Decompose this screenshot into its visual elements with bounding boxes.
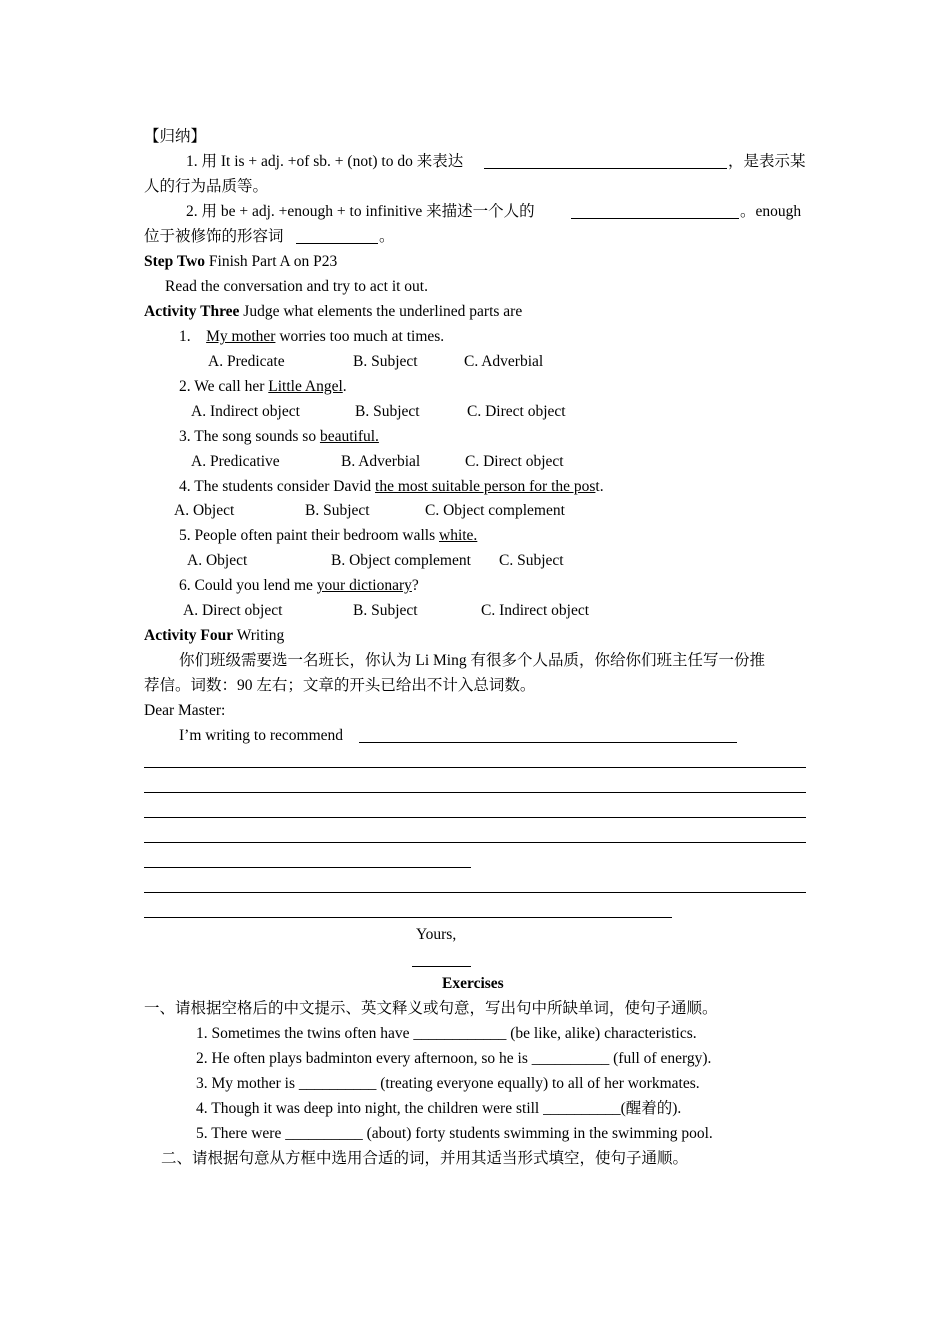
question-5 bbox=[179, 526, 477, 546]
exercises-part-2: 二、请根据句意从方框中选用合适的词，并用其适当形式填空，使句子通顺。 bbox=[161, 1150, 689, 1167]
question-6 bbox=[179, 576, 419, 596]
summary-item-2: 2. 用 be + adj. +enough + to infinitive 来描述一个人的 bbox=[186, 203, 535, 220]
underlined-part: beautiful. bbox=[319, 428, 379, 445]
question-4 bbox=[179, 477, 604, 497]
option-c: C. Object complement bbox=[425, 502, 565, 519]
exercise-item: 1. Sometimes the twins often have ____________ (be like, alike) characteristics. bbox=[196, 1025, 697, 1042]
underlined-part: your dictionary bbox=[316, 577, 412, 594]
activity-three-label: Activity Three bbox=[144, 303, 240, 320]
blank-line bbox=[571, 218, 739, 219]
blank-line bbox=[484, 168, 727, 169]
writing-line[interactable] bbox=[144, 817, 806, 818]
option-a: A. Predicate bbox=[208, 353, 285, 370]
blank-line bbox=[296, 243, 378, 244]
option-c: C. Direct object bbox=[467, 403, 566, 420]
option-c: C. Subject bbox=[499, 552, 564, 569]
activity-three-heading bbox=[144, 302, 522, 322]
option-b: B. Subject bbox=[353, 353, 418, 370]
activity-four-text: Writing bbox=[233, 627, 285, 644]
underlined-part: white. bbox=[439, 527, 478, 544]
question-text: ? bbox=[411, 577, 419, 594]
writing-line[interactable] bbox=[144, 917, 672, 918]
question-text: . bbox=[342, 378, 347, 395]
underlined-part: My mother bbox=[206, 328, 276, 345]
letter-salutation: Dear Master: bbox=[144, 702, 226, 719]
underlined-part: the most suitable person for the pos bbox=[375, 478, 596, 495]
summary-item-1-cont: 人的行为品质等。 bbox=[144, 178, 269, 195]
step-two-text: Finish Part A on P23 bbox=[205, 253, 338, 270]
question-text: 4. The students consider David bbox=[179, 478, 376, 495]
question-text: worries too much at times. bbox=[275, 328, 445, 345]
option-c: C. Adverbial bbox=[464, 353, 544, 370]
writing-line[interactable] bbox=[144, 892, 806, 893]
summary-item-1 bbox=[186, 152, 463, 172]
option-b: B. Subject bbox=[355, 403, 420, 420]
step-two-heading bbox=[144, 252, 337, 272]
activity-four-label: Activity Four bbox=[144, 627, 234, 644]
question-text: 3. The song sounds so bbox=[179, 428, 320, 445]
letter-closing: Yours, bbox=[416, 926, 457, 943]
writing-line[interactable] bbox=[144, 792, 806, 793]
question-text: 6. Could you lend me bbox=[179, 577, 317, 594]
option-a: A. Direct object bbox=[183, 602, 283, 619]
question-text: 2. We call her bbox=[179, 378, 269, 395]
question-text: 1. bbox=[179, 328, 207, 345]
option-a: A. Object bbox=[174, 502, 235, 519]
question-text: 5. People often paint their bedroom walls bbox=[179, 527, 439, 544]
exercises-title: Exercises bbox=[442, 975, 504, 992]
writing-line[interactable] bbox=[144, 867, 471, 868]
question-text: t. bbox=[595, 478, 604, 495]
option-c: C. Indirect object bbox=[481, 602, 590, 619]
writing-prompt: 你们班级需要选一名班长，你认为 Li Ming 有很多个人品质，你给你们班主任写一份推 bbox=[179, 652, 765, 669]
option-a: A. Object bbox=[187, 552, 248, 569]
writing-line[interactable] bbox=[144, 842, 806, 843]
exercise-item: 4. Though it was deep into night, the children were still __________(醒着的). bbox=[196, 1100, 682, 1117]
activity-three-text: Judge what elements the underlined parts are bbox=[239, 303, 523, 320]
option-a: A. Indirect object bbox=[191, 403, 300, 420]
question-3 bbox=[179, 427, 379, 447]
question-1 bbox=[179, 327, 444, 347]
activity-four-heading bbox=[144, 626, 284, 646]
summary-heading: 【归纳】 bbox=[144, 128, 207, 145]
step-two-instruction: Read the conversation and try to act it out. bbox=[165, 278, 428, 295]
writing-prompt-cont: 荐信。词数：90 左右；文章的开头已给出不计入总词数。 bbox=[144, 677, 536, 694]
option-a: A. Predicative bbox=[191, 453, 280, 470]
option-b: B. Object complement bbox=[331, 552, 471, 569]
summary-item-2-tail: 。enough bbox=[740, 203, 802, 220]
underlined-part: Little Angel bbox=[268, 378, 343, 395]
summary-item-2-end: 。 bbox=[379, 228, 395, 245]
exercise-item: 5. There were __________ (about) forty students swimming in the swimming pool. bbox=[196, 1125, 713, 1142]
exercises-part-1: 一、请根据空格后的中文提示、英文释义或句意，写出句中所缺单词，使句子通顺。 bbox=[144, 1000, 718, 1017]
option-b: B. Adverbial bbox=[341, 453, 421, 470]
exercise-item: 2. He often plays badminton every afternoon, so he is __________ (full of energy). bbox=[196, 1050, 712, 1067]
summary-item-1-text: 1. 用 It is + adj. +of sb. + (not) to do 来表达 bbox=[186, 153, 464, 170]
option-b: B. Subject bbox=[305, 502, 370, 519]
question-2 bbox=[179, 377, 347, 397]
writing-line[interactable] bbox=[359, 742, 737, 743]
step-two-label: Step Two bbox=[144, 253, 206, 270]
summary-item-2-cont: 位于被修饰的形容词 bbox=[144, 228, 284, 245]
option-c: C. Direct object bbox=[465, 453, 564, 470]
letter-opening: I’m writing to recommend bbox=[179, 727, 343, 744]
signature-line[interactable] bbox=[412, 966, 471, 967]
summary-item-1-tail: ，是表示某 bbox=[728, 153, 806, 170]
exercise-item: 3. My mother is __________ (treating everyone equally) to all of her workmates. bbox=[196, 1075, 700, 1092]
option-b: B. Subject bbox=[353, 602, 418, 619]
writing-line[interactable] bbox=[144, 767, 806, 768]
